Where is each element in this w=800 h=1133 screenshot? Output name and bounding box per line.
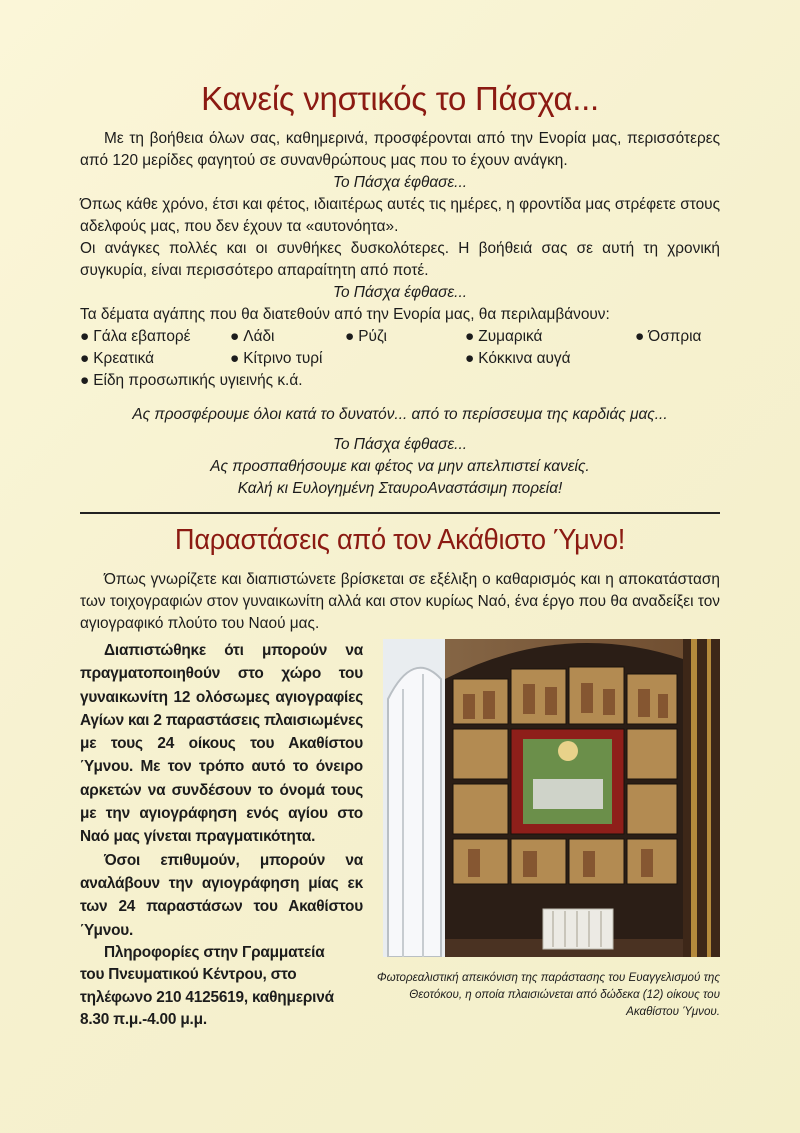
photo-caption: Φωτορεαλιστική απεικόνιση της παράστασης του Ευαγγελισμού της Θεοτόκου, η οποία πλαισιώνεται από δώδεκα (12) οίκους του Ακαθίστου Ύμνου. [376,971,720,1018]
list-item: ● Είδη προσωπικής υγιεινής κ.ά. [80,372,303,389]
section2-bold-para1: Διαπιστώθηκε ότι μπορούν να πραγματοποιηθούν στο χώρο του γυναικωνίτη 12 ολόσωμες αγιογραφίες Αγίων και 2 παραστάσεις πλαισιωμένες με τους 24 οίκους του Ακαθίστου Ύμνου. Με τον τρόπο αυτό το όνειρο αρκετών να συνδέσουν το όνομά τους με την αγιογράφηση ενός αγίου στο Ναό μας γίνεται πραγματικότητα. [80,642,363,846]
package-items-list [80,326,720,392]
iconography-illustration [383,639,720,957]
bullet-icon: ● [80,350,90,367]
bullet-icon: ● [465,328,475,345]
section1-para3: Οι ανάγκες πολλές και οι συνθήκες δυσκολότερες. Η βοήθειά σας σε αυτή τη χρονική συγκυρία, είναι περισσότερο απαραίτητη από ποτέ. [80,240,720,279]
section2-title: Παραστάσεις από τον Ακάθιστο Ύμνο! [174,524,626,556]
section2-bold-para2: Όσοι επιθυμούν, μπορούν να αναλάβουν την αγιογράφηση μίας εκ των 24 παραστάσων του Ακαθίστου Ύμνου. [80,851,363,939]
section1-closing4: Καλή κι Ευλογημένη ΣταυροΑναστάσιμη πορεία! [237,480,563,497]
section-divider [80,512,720,514]
list-item: ● Όσπρια [635,328,702,345]
list-item: ● Λάδι [230,328,275,345]
bullet-icon: ● [80,328,90,345]
list-item: ● Ζυμαρικά [465,328,543,345]
section1-refrain2: Το Πάσχα έφθασε... [332,284,468,301]
list-item: ● Κρεατικά [80,350,154,367]
section1-closing1: Ας προσφέρουμε όλοι κατά το δυνατόν... από το περίσσευμα της καρδιάς μας... [132,406,668,423]
section2-info: Πληροφορίες στην Γραμματεία του Πνευματικού Κέντρου, στο τηλέφωνο 210 4125619, καθημερινά 8.30 π.μ.-4.00 μ.μ. [80,943,334,1029]
list-item: ● Κόκκινα αυγά [465,350,571,367]
section1-closing3: Ας προσπαθήσουμε και φέτος να μην απελπιστεί κανείς. [210,458,590,475]
section2-intro: Όπως γνωρίζετε και διαπιστώνετε βρίσκεται σε εξέλιξη ο καθαρισμός και η αποκατάσταση των τοιχογραφιών στον γυναικωνίτη αλλά και στον κυρίως Ναό, ένα έργο που θα αναδείξει τον αγιογραφικό πλούτο του Ναού μας. [80,571,720,632]
section1-para2: Όπως κάθε χρόνο, έτσι και φέτος, ιδιαιτέρως αυτές τις ημέρες, η φροντίδα μας στρέφετε στους αδελφούς μας, που δεν έχουν τα «αυτονόητα». [80,196,720,235]
iconography-photo [383,639,720,957]
section1-para4: Τα δέματα αγάπης που θα διατεθούν από την Ενορία μας, θα περιλαμβάνουν: [80,306,610,323]
list-item: ● Κίτρινο τυρί [230,350,323,367]
bullet-icon: ● [345,328,355,345]
section2-body [80,639,720,1039]
bullet-icon: ● [635,328,645,345]
section1-refrain1: Το Πάσχα έφθασε... [332,174,468,191]
list-item: ● Γάλα εβαπορέ [80,328,191,345]
text-column [80,639,363,1032]
bullet-icon: ● [230,328,240,345]
bullet-icon: ● [230,350,240,367]
section1-closing2: Το Πάσχα έφθασε... [332,436,468,453]
section1-title: Κανείς νηστικός το Πάσχα... [201,80,599,117]
newsletter-page [80,70,720,1039]
bullet-icon: ● [465,350,475,367]
bullet-icon: ● [80,372,90,389]
list-item: ● Ρύζι [345,328,387,345]
section1-para1: Με τη βοήθεια όλων σας, καθημερινά, προσφέρονται από την Ενορία μας, περισσότερες από 120 μερίδες φαγητού σε συνανθρώπους μας που το έχουν ανάγκη. [80,130,720,169]
